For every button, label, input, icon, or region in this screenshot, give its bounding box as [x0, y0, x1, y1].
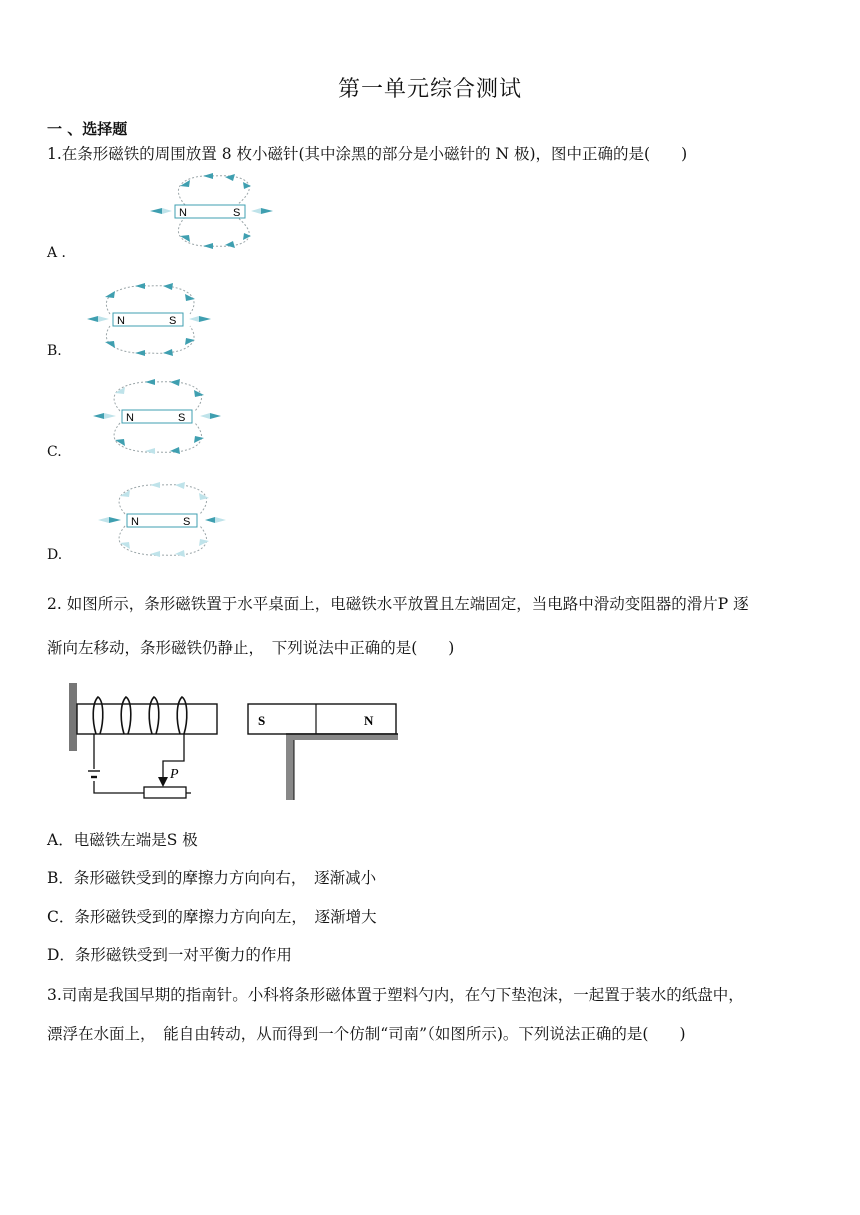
q2-choice-d[interactable]: D．条形磁铁受到一对平衡力的作用 [47, 946, 292, 964]
q2-table [286, 734, 398, 740]
q1-stem: 1.在条形磁铁的周围放置 8 枚小磁针(其中涂黑的部分是小磁针的 N 极)，图中正确的是( ) [47, 145, 688, 163]
q2-slider-label: P [170, 767, 179, 782]
q1-c-pole-s: S [178, 412, 186, 424]
q1-option-a-figure [145, 172, 280, 250]
q1-b-pole-s: S [169, 315, 177, 327]
q1-option-c-label[interactable]: C. [47, 444, 62, 460]
q2-figure [66, 681, 402, 803]
q2-electromagnet [77, 704, 217, 734]
q2-wall [69, 683, 77, 751]
q2-battery [88, 771, 100, 777]
q2-choice-c[interactable]: C．条形磁铁受到的摩擦力方向向左， 逐渐增大 [47, 908, 377, 926]
q2-choice-a[interactable]: A．电磁铁左端是S 极 [47, 831, 198, 849]
q3-stem-line1: 3.司南是我国早期的指南针。小科将条形磁体置于塑料勺内，在勺下垫泡沫，一起置于装水的纸盘中， [47, 986, 744, 1004]
q1-option-a-label[interactable]: A ． [47, 245, 76, 261]
q2-rheostat [144, 787, 186, 798]
q1-option-d-figure [95, 481, 230, 559]
q1-b-pole-n: N [117, 315, 125, 327]
q2-bar-magnet [248, 704, 396, 734]
q2-magnet-pole-n: N [364, 713, 374, 728]
q1-option-b-figure [85, 282, 215, 357]
q1-d-pole-n: N [131, 516, 139, 528]
q1-option-b-label[interactable]: B. [47, 343, 62, 359]
q1-option-c-figure [90, 378, 225, 456]
q1-a-pole-n: N [179, 207, 187, 219]
q1-option-d-label[interactable]: D. [47, 547, 63, 563]
q2-magnet-pole-s: S [258, 713, 266, 728]
page-title: 第一单元综合测试 [337, 77, 522, 102]
q2-stem-line2: 渐向左移动，条形磁铁仍静止， 下列说法中正确的是( ) [47, 639, 455, 657]
q3-stem-line2: 漂浮在水面上， 能自由转动，从而得到一个仿制“司南”（如图所示)。下列说法正确的是( ) [47, 1025, 686, 1043]
q1-a-pole-s: S [233, 207, 241, 219]
q2-choice-b[interactable]: B．条形磁铁受到的摩擦力方向向右， 逐渐减小 [47, 869, 377, 887]
q1-d-pole-s: S [183, 516, 191, 528]
q2-stem-line1: 2. 如图所示，条形磁铁置于水平桌面上，电磁铁水平放置且左端固定，当电路中滑动变阻器的滑片P 逐 [47, 595, 749, 613]
q1-c-pole-n: N [126, 412, 134, 424]
section-header: 一 、选择题 [47, 120, 128, 138]
